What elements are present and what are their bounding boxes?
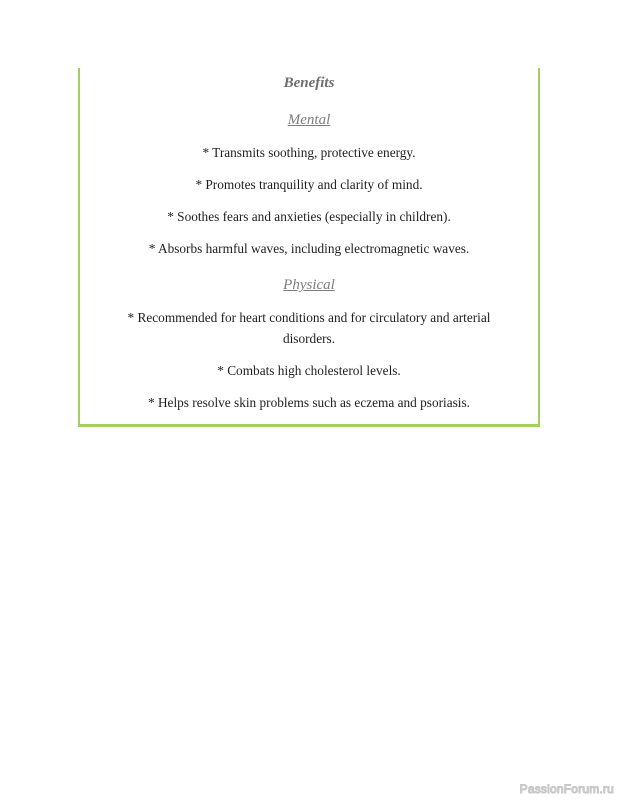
bullet-heart-conditions-line-2: disorders. <box>282 331 336 346</box>
bullet-heart-conditions <box>97 307 521 349</box>
section-heading-mental: Mental <box>287 112 331 128</box>
bullet-soothes-fears: * Soothes fears and anxieties (especially in children). <box>167 209 451 224</box>
benefits-title: Benefits <box>283 75 335 91</box>
benefits-box <box>78 68 540 427</box>
watermark: PassionForum.ru <box>519 782 614 796</box>
bullet-promotes-tranquility: * Promotes tranquility and clarity of mind. <box>195 177 423 192</box>
section-heading-physical: Physical <box>283 277 335 293</box>
bullet-combats-cholesterol: * Combats high cholesterol levels. <box>217 363 401 378</box>
bullet-absorbs-waves: * Absorbs harmful waves, including electromagnetic waves. <box>148 241 470 256</box>
bullet-skin-problems: * Helps resolve skin problems such as eczema and psoriasis. <box>147 395 470 410</box>
bullet-transmits-energy: * Transmits soothing, protective energy. <box>202 145 416 160</box>
bullet-heart-conditions-line-1: * Recommended for heart conditions and for circulatory and arterial <box>127 310 491 325</box>
